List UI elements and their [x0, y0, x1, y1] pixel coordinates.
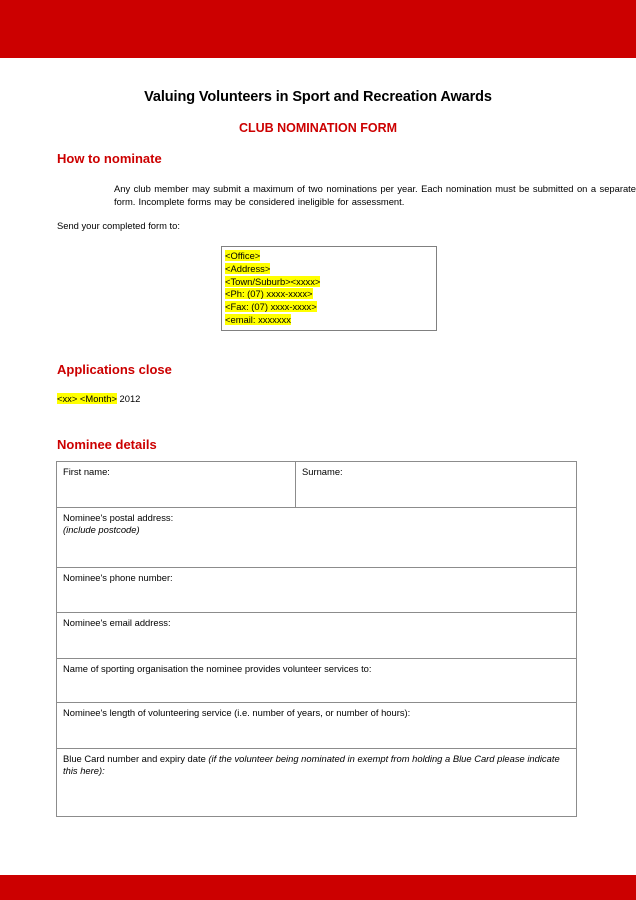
footer-red-bar — [0, 875, 636, 900]
postal-address-note: (include postcode) — [63, 524, 140, 536]
nominee-details-table — [56, 461, 577, 817]
applications-close-date — [57, 393, 140, 404]
service-length-label: Nominee's length of volunteering service (i.e. number of years, or number of hours): — [63, 707, 411, 718]
cell-phone-number[interactable] — [57, 568, 577, 613]
organisation-label: Name of sporting organisation the nominee provides volunteer services to: — [63, 663, 372, 674]
document-content — [0, 58, 636, 777]
cell-postal-address[interactable] — [57, 508, 577, 568]
how-to-nominate-paragraph: Any club member may submit a maximum of two nominations per year. Each nomination must be submitted on a separate form. Incomplete forms may be considered ineligible for assessment. — [114, 183, 636, 208]
table-row — [57, 703, 577, 749]
header-red-bar — [0, 0, 636, 58]
address-line — [225, 263, 436, 276]
address-line-text: <Fax: (07) xxxx-xxxx> — [225, 301, 317, 313]
address-line — [225, 314, 436, 327]
address-line-text: <Address> — [225, 262, 271, 274]
table-row — [57, 613, 577, 659]
heading-applications-close: Applications close — [57, 362, 172, 377]
address-line — [225, 301, 436, 314]
cell-surname[interactable] — [296, 462, 577, 508]
address-line — [225, 250, 436, 263]
cell-email-address[interactable] — [57, 613, 577, 659]
cell-organisation[interactable] — [57, 659, 577, 703]
postal-address-label: Nominee's postal address: — [63, 512, 174, 523]
cell-first-name[interactable] — [57, 462, 296, 508]
applications-close-year: 2012 — [116, 393, 141, 404]
address-line-text: <Office> — [225, 250, 261, 261]
blue-card-label: Blue Card number and expiry date — [63, 753, 209, 764]
address-box — [221, 246, 437, 331]
page-subtitle: CLUB NOMINATION FORM — [238, 121, 398, 135]
phone-label: Nominee's phone number: — [63, 572, 173, 583]
applications-close-date-highlight: <xx> <Month> — [57, 393, 117, 404]
first-name-label: First name: — [63, 466, 110, 477]
surname-label: Surname: — [302, 466, 343, 477]
heading-nominee-details: Nominee details — [57, 437, 157, 452]
email-label: Nominee's email address: — [63, 617, 171, 628]
cell-blue-card[interactable] — [57, 749, 577, 817]
blue-card-note: (if the volunteer being nominated in exempt from holding a Blue Card please indicate this here): — [63, 753, 560, 777]
address-line-text: <email: xxxxxxx — [225, 313, 291, 325]
page-title: Valuing Volunteers in Sport and Recreation Awards — [144, 89, 492, 105]
table-row — [57, 749, 577, 817]
address-line — [225, 276, 436, 289]
table-row — [57, 508, 577, 568]
address-line-text: <Ph: (07) xxxx-xxxx> — [225, 288, 313, 300]
cell-service-length[interactable] — [57, 703, 577, 749]
address-line — [225, 288, 436, 301]
table-row — [57, 462, 577, 508]
heading-how-to-nominate: How to nominate — [57, 151, 162, 166]
address-line-text: <Town/Suburb><xxxx> — [225, 275, 321, 287]
send-form-label: Send your completed form to: — [57, 220, 180, 231]
table-row — [57, 659, 577, 703]
table-row — [57, 568, 577, 613]
